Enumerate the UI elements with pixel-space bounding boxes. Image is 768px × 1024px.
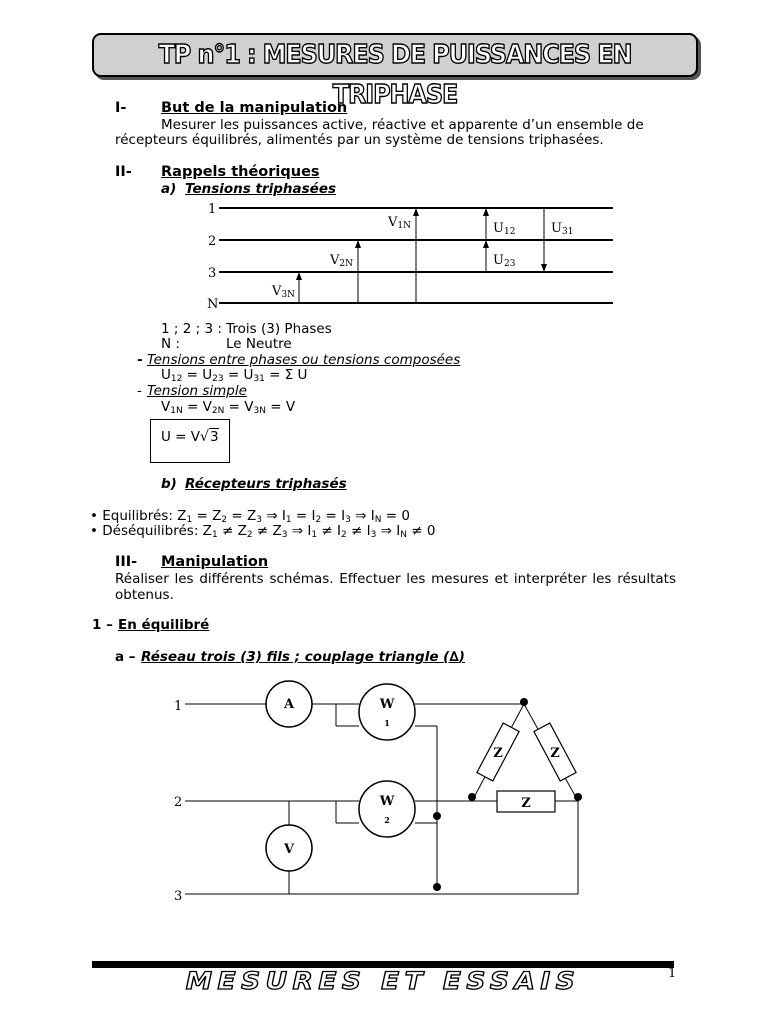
section-3-text: Réaliser les différents schémas. Effectuer les mesures et interpréter les résultats obtenus. [115, 571, 676, 603]
v1n-label: V1N [388, 215, 411, 231]
unbalanced-line: • Déséquilibrés: $Z_1 \ne Z_2 \ne Z_3$ ⇒ $I_1 \ne I_2 \ne I_3$ ⇒ $I_N \ne 0$ [90, 523, 436, 540]
phase-voltage-diagram [0, 0, 768, 320]
impedance-bottom [497, 791, 555, 812]
junction-dot [433, 883, 441, 891]
section-2-heading: Rappels théoriques [161, 164, 320, 180]
section-1-number: I- [115, 100, 127, 116]
subsection-b-letter: b) [161, 476, 177, 492]
balanced-line: • Equilibrés: $Z_1 = Z_2 = Z_3$ ⇒ $I_1 = I_2 = I_3$ ⇒ $I_N = 0$ [90, 508, 410, 525]
wattmeter-1-index: 1 [384, 718, 390, 728]
formula-text: U = V√3 [161, 429, 219, 445]
v3n-label: V3N [272, 284, 295, 300]
simple-voltage-label: Tension simple [147, 383, 247, 399]
wattmeter-1 [359, 684, 415, 740]
composed-dash: - [137, 352, 143, 368]
impedance-left [477, 723, 519, 781]
section-1-text-line2: récepteurs équilibrés, alimentés par un système de tensions triphasées. [115, 132, 604, 148]
page-title: TP n°1 : MESURES DE PUISSANCES EN TRIPHASE [158, 40, 632, 110]
diagram-label-1: 1 [208, 202, 217, 217]
impedance-right [534, 723, 576, 781]
junction-dot [574, 793, 582, 801]
legend-neutral-value: Le Neutre [226, 336, 292, 352]
circuit-diagram [0, 660, 768, 920]
ammeter-label: A [283, 697, 295, 712]
subsection-a-heading: Tensions triphasées [185, 181, 337, 197]
circuit-label-3: 3 [174, 889, 183, 904]
subsection-b-heading: Récepteurs triphasés [185, 476, 347, 492]
circuit-label-1: 1 [174, 699, 183, 714]
junction-dot [468, 793, 476, 801]
footer-title: MESURES ET ESSAIS [185, 967, 581, 995]
impedance-right-label: Z [550, 746, 560, 761]
legend-neutral-key: N : [161, 336, 180, 352]
wattmeter-1-label: W [379, 697, 395, 712]
impedance-left-label: Z [493, 746, 503, 761]
composed-voltage-label: Tensions entre phases ou tensions composées [147, 352, 461, 368]
section-2-number: II- [115, 164, 132, 180]
part-1-prefix: 1 – [92, 617, 113, 633]
wattmeter-2 [359, 781, 415, 837]
junction-dot [520, 698, 528, 706]
legend-phases: 1 ; 2 ; 3 : Trois (3) Phases [161, 321, 332, 337]
composed-voltage-equation: $U_{12} = U_{23} = U_{31} = \Sigma$ U [161, 367, 308, 384]
v2n-label: V2N [330, 253, 353, 269]
voltmeter-label: V [283, 842, 295, 857]
section-3-heading: Manipulation [161, 554, 269, 570]
ammeter [266, 681, 312, 727]
page-number: 1 [668, 966, 677, 981]
u23-label: U23 [493, 253, 516, 269]
voltmeter [266, 825, 312, 871]
junction-dot [433, 812, 441, 820]
u12-label: U12 [493, 221, 516, 237]
wattmeter-2-index: 2 [384, 815, 390, 825]
simple-dash: - [137, 383, 142, 399]
section-3-number: III- [115, 554, 138, 570]
wattmeter-2-label: W [379, 794, 395, 809]
part-1a-prefix: a – [115, 649, 136, 665]
section-1-heading: But de la manipulation [161, 100, 348, 116]
simple-voltage-equation: $V_{1N} = V_{2N} = V_{3N} = V$ [161, 399, 296, 416]
circuit-label-2: 2 [174, 795, 183, 810]
diagram-label-n: N [207, 297, 219, 312]
section-1-text-line1: Mesurer les puissances active, réactive et apparente d’un ensemble de [161, 117, 644, 133]
part-1a-heading: Réseau trois (3) fils ; couplage triangle (∆) [141, 649, 465, 665]
u31-label: U31 [551, 221, 574, 237]
impedance-bottom-label: Z [521, 796, 531, 811]
diagram-label-2: 2 [208, 234, 217, 249]
subsection-a-letter: a) [161, 181, 177, 197]
diagram-label-3: 3 [208, 266, 217, 281]
part-1-heading: En équilibré [118, 617, 210, 633]
formula-box [150, 419, 230, 463]
